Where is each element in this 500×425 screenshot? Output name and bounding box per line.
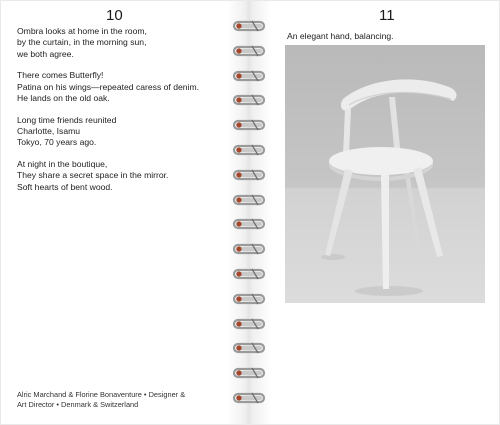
binding-ring <box>232 317 266 331</box>
poem-stanza <box>17 159 232 193</box>
page-number-left: 10 <box>106 7 123 24</box>
binding-ring <box>232 193 266 207</box>
binding-ring <box>232 366 266 380</box>
credit-line: Alric Marchand & Florine Bonaventure • Designer & <box>17 390 186 399</box>
poem-line: He lands on the old oak. <box>17 92 110 103</box>
poem-line: Ombra looks at home in the room, <box>17 26 147 36</box>
poem <box>17 26 232 204</box>
binding-ring <box>232 93 266 107</box>
binding-ring <box>232 292 266 306</box>
binding-ring <box>232 168 266 182</box>
poem-line: by the curtain, in the morning sun, <box>17 37 147 48</box>
poem-line: Patina on his wings—repeated caress of denim. <box>17 81 200 92</box>
binding-ring <box>232 118 266 132</box>
poem-stanza <box>17 115 232 149</box>
binding-ring <box>232 19 266 33</box>
binding-ring <box>232 242 266 256</box>
credit-line: Art Director • Denmark & Switzerland <box>17 400 139 409</box>
chair-illustration <box>285 45 485 303</box>
poem-line: They share a secret space in the mirror. <box>17 170 169 181</box>
binding-ring <box>232 267 266 281</box>
poem-line: Long time friends reunited <box>17 114 117 125</box>
binding-ring <box>232 143 266 157</box>
poem-stanza <box>17 70 232 104</box>
chair-photo <box>285 45 485 303</box>
binding-ring <box>232 217 266 231</box>
poem-line: Charlotte, Isamu <box>17 126 81 137</box>
binding-ring <box>232 391 266 405</box>
poem-line: Tokyo, 70 years ago. <box>17 137 97 148</box>
poem-line: There comes Butterfly! <box>17 70 104 81</box>
left-page <box>1 1 241 424</box>
binding-ring <box>232 44 266 58</box>
poem-line: At night in the boutique, <box>17 159 108 170</box>
poem-line: we both agree. <box>17 48 74 59</box>
poem-stanza <box>17 26 232 60</box>
spiral-binding <box>232 1 266 424</box>
designer-credit <box>17 390 217 410</box>
poem-line: Soft hearts of bent wood. <box>17 181 113 192</box>
page-number-right: 11 <box>379 7 395 24</box>
binding-ring <box>232 341 266 355</box>
book-spread <box>1 1 499 424</box>
photo-caption: An elegant hand, balancing. <box>287 31 394 41</box>
binding-ring <box>232 69 266 83</box>
